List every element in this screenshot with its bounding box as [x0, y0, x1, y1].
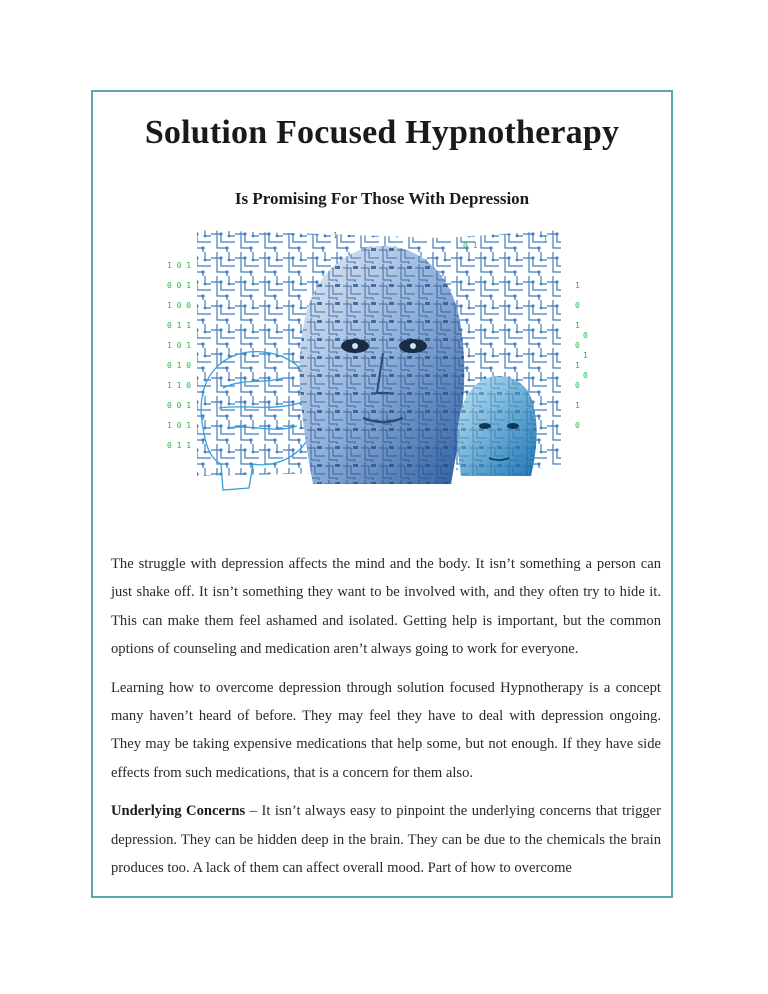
svg-text:1: 1 — [583, 351, 588, 360]
svg-text:0: 0 — [583, 331, 588, 340]
svg-text:0: 0 — [583, 371, 588, 380]
svg-text:0 0 1: 0 0 1 — [167, 281, 192, 290]
page-subtitle: Is Promising For Those With Depression — [234, 189, 530, 208]
svg-text:1 0 1: 1 0 1 — [167, 421, 192, 430]
svg-text:1 0 0: 1 0 0 — [167, 301, 192, 310]
svg-text:1: 1 — [333, 231, 338, 240]
svg-text:0 1 0: 0 1 0 — [167, 361, 192, 370]
svg-text:0 1 1: 0 1 1 — [167, 321, 192, 330]
svg-text:0 0 1: 0 0 1 — [167, 401, 192, 410]
svg-text:0 1: 0 1 — [463, 241, 478, 250]
svg-text:0: 0 — [575, 381, 580, 390]
svg-text:0: 0 — [575, 421, 580, 430]
svg-text:1: 1 — [575, 401, 580, 410]
paragraph-1: The struggle with depression affects the mind and the body. It isn’t something a person can just shake off. It isn’t something they want to be involved with, and they often try to hide it. This can make them feel ashamed and isolated. Getting help is important, but the common options of counseling and medication aren’t always going to work for everyone. — [111, 556, 661, 658]
document-page — [91, 90, 673, 898]
svg-text:1: 1 — [575, 281, 580, 290]
section-separator: – — [245, 803, 262, 820]
svg-text:0 1 1: 0 1 1 — [167, 441, 192, 450]
svg-text:0: 0 — [575, 301, 580, 310]
circuit-faces-illustration — [163, 228, 595, 500]
paragraph-2: Learning how to overcome depression through solution focused Hypnotherapy is a concept many haven’t heard of before. They may feel they have to deal with depression ongoing. They may be taking expensive medications that help some, but not enough. If they have side effects from such medications, that is a concern for them also. — [111, 679, 661, 781]
article-body — [111, 550, 661, 892]
page-title: Solution Focused Hypnotherapy — [144, 114, 620, 151]
paragraph-3 — [111, 797, 661, 882]
svg-text:1 1 0: 1 1 0 — [167, 381, 192, 390]
section-text: It isn’t always easy to pinpoint the underlying concerns that trigger depression. They can be hidden deep in the brain. They can be due to the chemicals the brain produces too. A lack of them can affect overall mood. Part of how to overcome — [111, 803, 662, 877]
svg-text:0: 0 — [575, 341, 580, 350]
large-face-icon — [300, 246, 465, 484]
section-heading: Underlying Concerns — [111, 803, 246, 820]
svg-text:1 0 1: 1 0 1 — [167, 261, 192, 270]
svg-text:1: 1 — [575, 321, 580, 330]
svg-text:1: 1 — [543, 235, 548, 244]
svg-text:1: 1 — [575, 361, 580, 370]
svg-text:1 0 1: 1 0 1 — [167, 341, 192, 350]
